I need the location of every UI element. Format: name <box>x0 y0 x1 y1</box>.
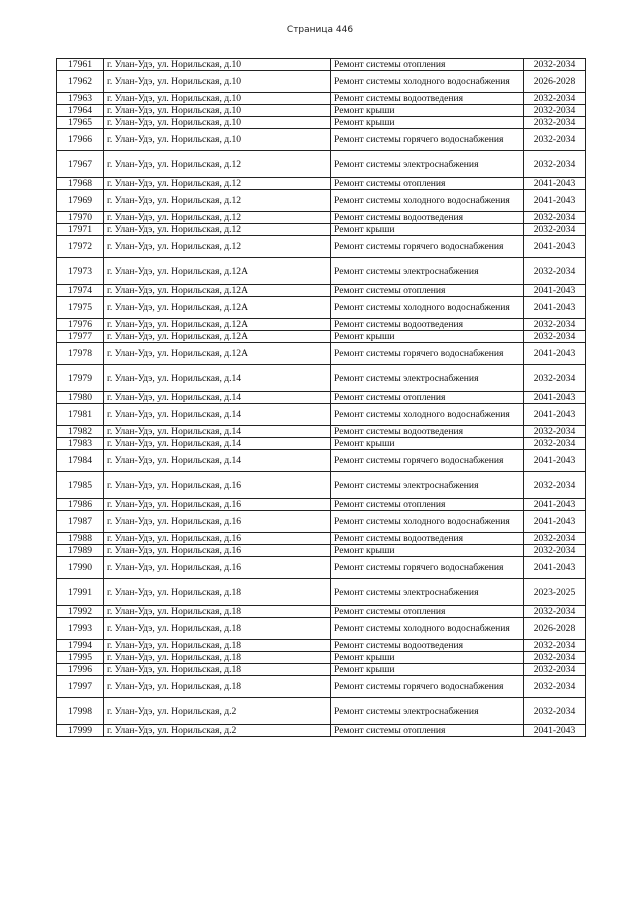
period-cell: 2023-2025 <box>524 579 586 606</box>
period-cell: 2032-2034 <box>524 676 586 698</box>
work-type-cell: Ремонт системы холодного водоснабжения <box>331 190 524 212</box>
period-cell: 2032-2034 <box>524 640 586 652</box>
period-cell: 2032-2034 <box>524 652 586 664</box>
work-type-cell: Ремонт системы отопления <box>331 725 524 737</box>
period-cell: 2041-2043 <box>524 190 586 212</box>
row-number: 17969 <box>57 190 104 212</box>
row-number: 17993 <box>57 618 104 640</box>
work-type-cell: Ремонт системы водоотведения <box>331 93 524 105</box>
work-type-cell: Ремонт системы отопления <box>331 499 524 511</box>
table-row <box>57 365 586 392</box>
period-cell: 2032-2034 <box>524 606 586 618</box>
row-number: 17981 <box>57 404 104 426</box>
table-row <box>57 698 586 725</box>
address-cell: г. Улан-Удэ, ул. Норильская, д.10 <box>104 71 331 93</box>
work-type-cell: Ремонт системы электроснабжения <box>331 258 524 285</box>
work-type-cell: Ремонт системы водоотведения <box>331 426 524 438</box>
table-row <box>57 472 586 499</box>
address-cell: г. Улан-Удэ, ул. Норильская, д.12А <box>104 331 331 343</box>
period-cell: 2041-2043 <box>524 285 586 297</box>
address-cell: г. Улан-Удэ, ул. Норильская, д.2 <box>104 698 331 725</box>
row-number: 17971 <box>57 224 104 236</box>
table-row <box>57 450 586 472</box>
address-cell: г. Улан-Удэ, ул. Норильская, д.14 <box>104 438 331 450</box>
row-number: 17967 <box>57 151 104 178</box>
table-body <box>57 59 586 737</box>
address-cell: г. Улан-Удэ, ул. Норильская, д.10 <box>104 117 331 129</box>
address-cell: г. Улан-Удэ, ул. Норильская, д.18 <box>104 579 331 606</box>
work-type-cell: Ремонт системы водоотведения <box>331 212 524 224</box>
row-number: 17980 <box>57 392 104 404</box>
work-type-cell: Ремонт системы горячего водоснабжения <box>331 450 524 472</box>
row-number: 17991 <box>57 579 104 606</box>
row-number: 17962 <box>57 71 104 93</box>
address-cell: г. Улан-Удэ, ул. Норильская, д.10 <box>104 59 331 71</box>
table-row <box>57 343 586 365</box>
table-row <box>57 71 586 93</box>
row-number: 17987 <box>57 511 104 533</box>
work-type-cell: Ремонт системы отопления <box>331 606 524 618</box>
address-cell: г. Улан-Удэ, ул. Норильская, д.12 <box>104 236 331 258</box>
period-cell: 2032-2034 <box>524 365 586 392</box>
work-type-cell: Ремонт системы отопления <box>331 59 524 71</box>
work-type-cell: Ремонт системы отопления <box>331 285 524 297</box>
table-row <box>57 392 586 404</box>
address-cell: г. Улан-Удэ, ул. Норильская, д.12 <box>104 224 331 236</box>
row-number: 17963 <box>57 93 104 105</box>
work-type-cell: Ремонт крыши <box>331 438 524 450</box>
table-row <box>57 426 586 438</box>
period-cell: 2032-2034 <box>524 258 586 285</box>
work-type-cell: Ремонт крыши <box>331 105 524 117</box>
table-row <box>57 117 586 129</box>
period-cell: 2032-2034 <box>524 93 586 105</box>
address-cell: г. Улан-Удэ, ул. Норильская, д.16 <box>104 533 331 545</box>
row-number: 17979 <box>57 365 104 392</box>
table-row <box>57 533 586 545</box>
address-cell: г. Улан-Удэ, ул. Норильская, д.18 <box>104 618 331 640</box>
address-cell: г. Улан-Удэ, ул. Норильская, д.12 <box>104 178 331 190</box>
period-cell: 2032-2034 <box>524 664 586 676</box>
work-type-cell: Ремонт системы водоотведения <box>331 319 524 331</box>
address-cell: г. Улан-Удэ, ул. Норильская, д.12А <box>104 343 331 365</box>
address-cell: г. Улан-Удэ, ул. Норильская, д.10 <box>104 93 331 105</box>
row-number: 17984 <box>57 450 104 472</box>
row-number: 17978 <box>57 343 104 365</box>
row-number: 17970 <box>57 212 104 224</box>
row-number: 17972 <box>57 236 104 258</box>
address-cell: г. Улан-Удэ, ул. Норильская, д.12А <box>104 258 331 285</box>
period-cell: 2032-2034 <box>524 472 586 499</box>
period-cell: 2032-2034 <box>524 129 586 151</box>
address-cell: г. Улан-Удэ, ул. Норильская, д.12 <box>104 151 331 178</box>
row-number: 17994 <box>57 640 104 652</box>
work-type-cell: Ремонт системы холодного водоснабжения <box>331 618 524 640</box>
address-cell: г. Улан-Удэ, ул. Норильская, д.16 <box>104 511 331 533</box>
period-cell: 2041-2043 <box>524 450 586 472</box>
work-type-cell: Ремонт крыши <box>331 117 524 129</box>
table-row <box>57 151 586 178</box>
table-row <box>57 285 586 297</box>
table-row <box>57 499 586 511</box>
row-number: 17999 <box>57 725 104 737</box>
work-type-cell: Ремонт системы электроснабжения <box>331 365 524 392</box>
address-cell: г. Улан-Удэ, ул. Норильская, д.14 <box>104 404 331 426</box>
work-type-cell: Ремонт системы электроснабжения <box>331 579 524 606</box>
table-row <box>57 224 586 236</box>
row-number: 17997 <box>57 676 104 698</box>
period-cell: 2041-2043 <box>524 511 586 533</box>
table-row <box>57 511 586 533</box>
table-row <box>57 258 586 285</box>
row-number: 17986 <box>57 499 104 511</box>
period-cell: 2041-2043 <box>524 297 586 319</box>
work-type-cell: Ремонт системы электроснабжения <box>331 698 524 725</box>
work-type-cell: Ремонт системы отопления <box>331 178 524 190</box>
address-cell: г. Улан-Удэ, ул. Норильская, д.18 <box>104 676 331 698</box>
row-number: 17990 <box>57 557 104 579</box>
work-type-cell: Ремонт системы электроснабжения <box>331 151 524 178</box>
table-row <box>57 129 586 151</box>
table-row <box>57 178 586 190</box>
row-number: 17973 <box>57 258 104 285</box>
address-cell: г. Улан-Удэ, ул. Норильская, д.10 <box>104 105 331 117</box>
work-type-cell: Ремонт системы водоотведения <box>331 533 524 545</box>
table-row <box>57 212 586 224</box>
address-cell: г. Улан-Удэ, ул. Норильская, д.16 <box>104 472 331 499</box>
table-row <box>57 93 586 105</box>
work-type-cell: Ремонт системы горячего водоснабжения <box>331 557 524 579</box>
table-row <box>57 606 586 618</box>
address-cell: г. Улан-Удэ, ул. Норильская, д.14 <box>104 365 331 392</box>
period-cell: 2032-2034 <box>524 438 586 450</box>
period-cell: 2041-2043 <box>524 236 586 258</box>
address-cell: г. Улан-Удэ, ул. Норильская, д.16 <box>104 557 331 579</box>
repair-schedule-table <box>56 58 586 737</box>
table-row <box>57 676 586 698</box>
row-number: 17998 <box>57 698 104 725</box>
work-type-cell: Ремонт системы горячего водоснабжения <box>331 676 524 698</box>
period-cell: 2041-2043 <box>524 343 586 365</box>
period-cell: 2032-2034 <box>524 698 586 725</box>
table-row <box>57 557 586 579</box>
table-row <box>57 331 586 343</box>
table-row <box>57 438 586 450</box>
table-row <box>57 297 586 319</box>
row-number: 17983 <box>57 438 104 450</box>
work-type-cell: Ремонт крыши <box>331 545 524 557</box>
table-row <box>57 618 586 640</box>
row-number: 17964 <box>57 105 104 117</box>
address-cell: г. Улан-Удэ, ул. Норильская, д.12 <box>104 190 331 212</box>
table-row <box>57 404 586 426</box>
period-cell: 2026-2028 <box>524 71 586 93</box>
table-row <box>57 319 586 331</box>
table-row <box>57 59 586 71</box>
work-type-cell: Ремонт системы холодного водоснабжения <box>331 297 524 319</box>
row-number: 17985 <box>57 472 104 499</box>
work-type-cell: Ремонт крыши <box>331 664 524 676</box>
table-row <box>57 236 586 258</box>
table-row <box>57 579 586 606</box>
address-cell: г. Улан-Удэ, ул. Норильская, д.16 <box>104 545 331 557</box>
table-row <box>57 652 586 664</box>
address-cell: г. Улан-Удэ, ул. Норильская, д.12А <box>104 285 331 297</box>
address-cell: г. Улан-Удэ, ул. Норильская, д.12А <box>104 297 331 319</box>
row-number: 17966 <box>57 129 104 151</box>
work-type-cell: Ремонт системы горячего водоснабжения <box>331 343 524 365</box>
work-type-cell: Ремонт системы холодного водоснабжения <box>331 511 524 533</box>
table-row <box>57 725 586 737</box>
row-number: 17989 <box>57 545 104 557</box>
period-cell: 2032-2034 <box>524 151 586 178</box>
address-cell: г. Улан-Удэ, ул. Норильская, д.18 <box>104 640 331 652</box>
address-cell: г. Улан-Удэ, ул. Норильская, д.16 <box>104 499 331 511</box>
work-type-cell: Ремонт системы горячего водоснабжения <box>331 236 524 258</box>
page-number: Страница 446 <box>286 25 354 35</box>
row-number: 17995 <box>57 652 104 664</box>
row-number: 17961 <box>57 59 104 71</box>
period-cell: 2032-2034 <box>524 105 586 117</box>
period-cell: 2032-2034 <box>524 545 586 557</box>
period-cell: 2032-2034 <box>524 224 586 236</box>
row-number: 17968 <box>57 178 104 190</box>
address-cell: г. Улан-Удэ, ул. Норильская, д.14 <box>104 392 331 404</box>
row-number: 17992 <box>57 606 104 618</box>
period-cell: 2032-2034 <box>524 426 586 438</box>
table-row <box>57 640 586 652</box>
table-row <box>57 105 586 117</box>
period-cell: 2041-2043 <box>524 557 586 579</box>
address-cell: г. Улан-Удэ, ул. Норильская, д.10 <box>104 129 331 151</box>
period-cell: 2041-2043 <box>524 499 586 511</box>
work-type-cell: Ремонт крыши <box>331 224 524 236</box>
work-type-cell: Ремонт крыши <box>331 331 524 343</box>
work-type-cell: Ремонт системы электроснабжения <box>331 472 524 499</box>
period-cell: 2032-2034 <box>524 319 586 331</box>
work-type-cell: Ремонт системы горячего водоснабжения <box>331 129 524 151</box>
period-cell: 2041-2043 <box>524 725 586 737</box>
row-number: 17996 <box>57 664 104 676</box>
table-row <box>57 190 586 212</box>
address-cell: г. Улан-Удэ, ул. Норильская, д.12 <box>104 212 331 224</box>
period-cell: 2041-2043 <box>524 178 586 190</box>
work-type-cell: Ремонт системы водоотведения <box>331 640 524 652</box>
work-type-cell: Ремонт системы холодного водоснабжения <box>331 404 524 426</box>
period-cell: 2032-2034 <box>524 212 586 224</box>
row-number: 17976 <box>57 319 104 331</box>
address-cell: г. Улан-Удэ, ул. Норильская, д.2 <box>104 725 331 737</box>
period-cell: 2041-2043 <box>524 392 586 404</box>
work-type-cell: Ремонт системы холодного водоснабжения <box>331 71 524 93</box>
address-cell: г. Улан-Удэ, ул. Норильская, д.18 <box>104 652 331 664</box>
row-number: 17977 <box>57 331 104 343</box>
row-number: 17975 <box>57 297 104 319</box>
address-cell: г. Улан-Удэ, ул. Норильская, д.14 <box>104 450 331 472</box>
period-cell: 2032-2034 <box>524 533 586 545</box>
row-number: 17982 <box>57 426 104 438</box>
period-cell: 2032-2034 <box>524 117 586 129</box>
row-number: 17974 <box>57 285 104 297</box>
table-row <box>57 664 586 676</box>
work-type-cell: Ремонт системы отопления <box>331 392 524 404</box>
period-cell: 2032-2034 <box>524 331 586 343</box>
period-cell: 2041-2043 <box>524 404 586 426</box>
period-cell: 2032-2034 <box>524 59 586 71</box>
address-cell: г. Улан-Удэ, ул. Норильская, д.14 <box>104 426 331 438</box>
row-number: 17965 <box>57 117 104 129</box>
table-row <box>57 545 586 557</box>
work-type-cell: Ремонт крыши <box>331 652 524 664</box>
period-cell: 2026-2028 <box>524 618 586 640</box>
address-cell: г. Улан-Удэ, ул. Норильская, д.18 <box>104 606 331 618</box>
row-number: 17988 <box>57 533 104 545</box>
address-cell: г. Улан-Удэ, ул. Норильская, д.12А <box>104 319 331 331</box>
address-cell: г. Улан-Удэ, ул. Норильская, д.18 <box>104 664 331 676</box>
